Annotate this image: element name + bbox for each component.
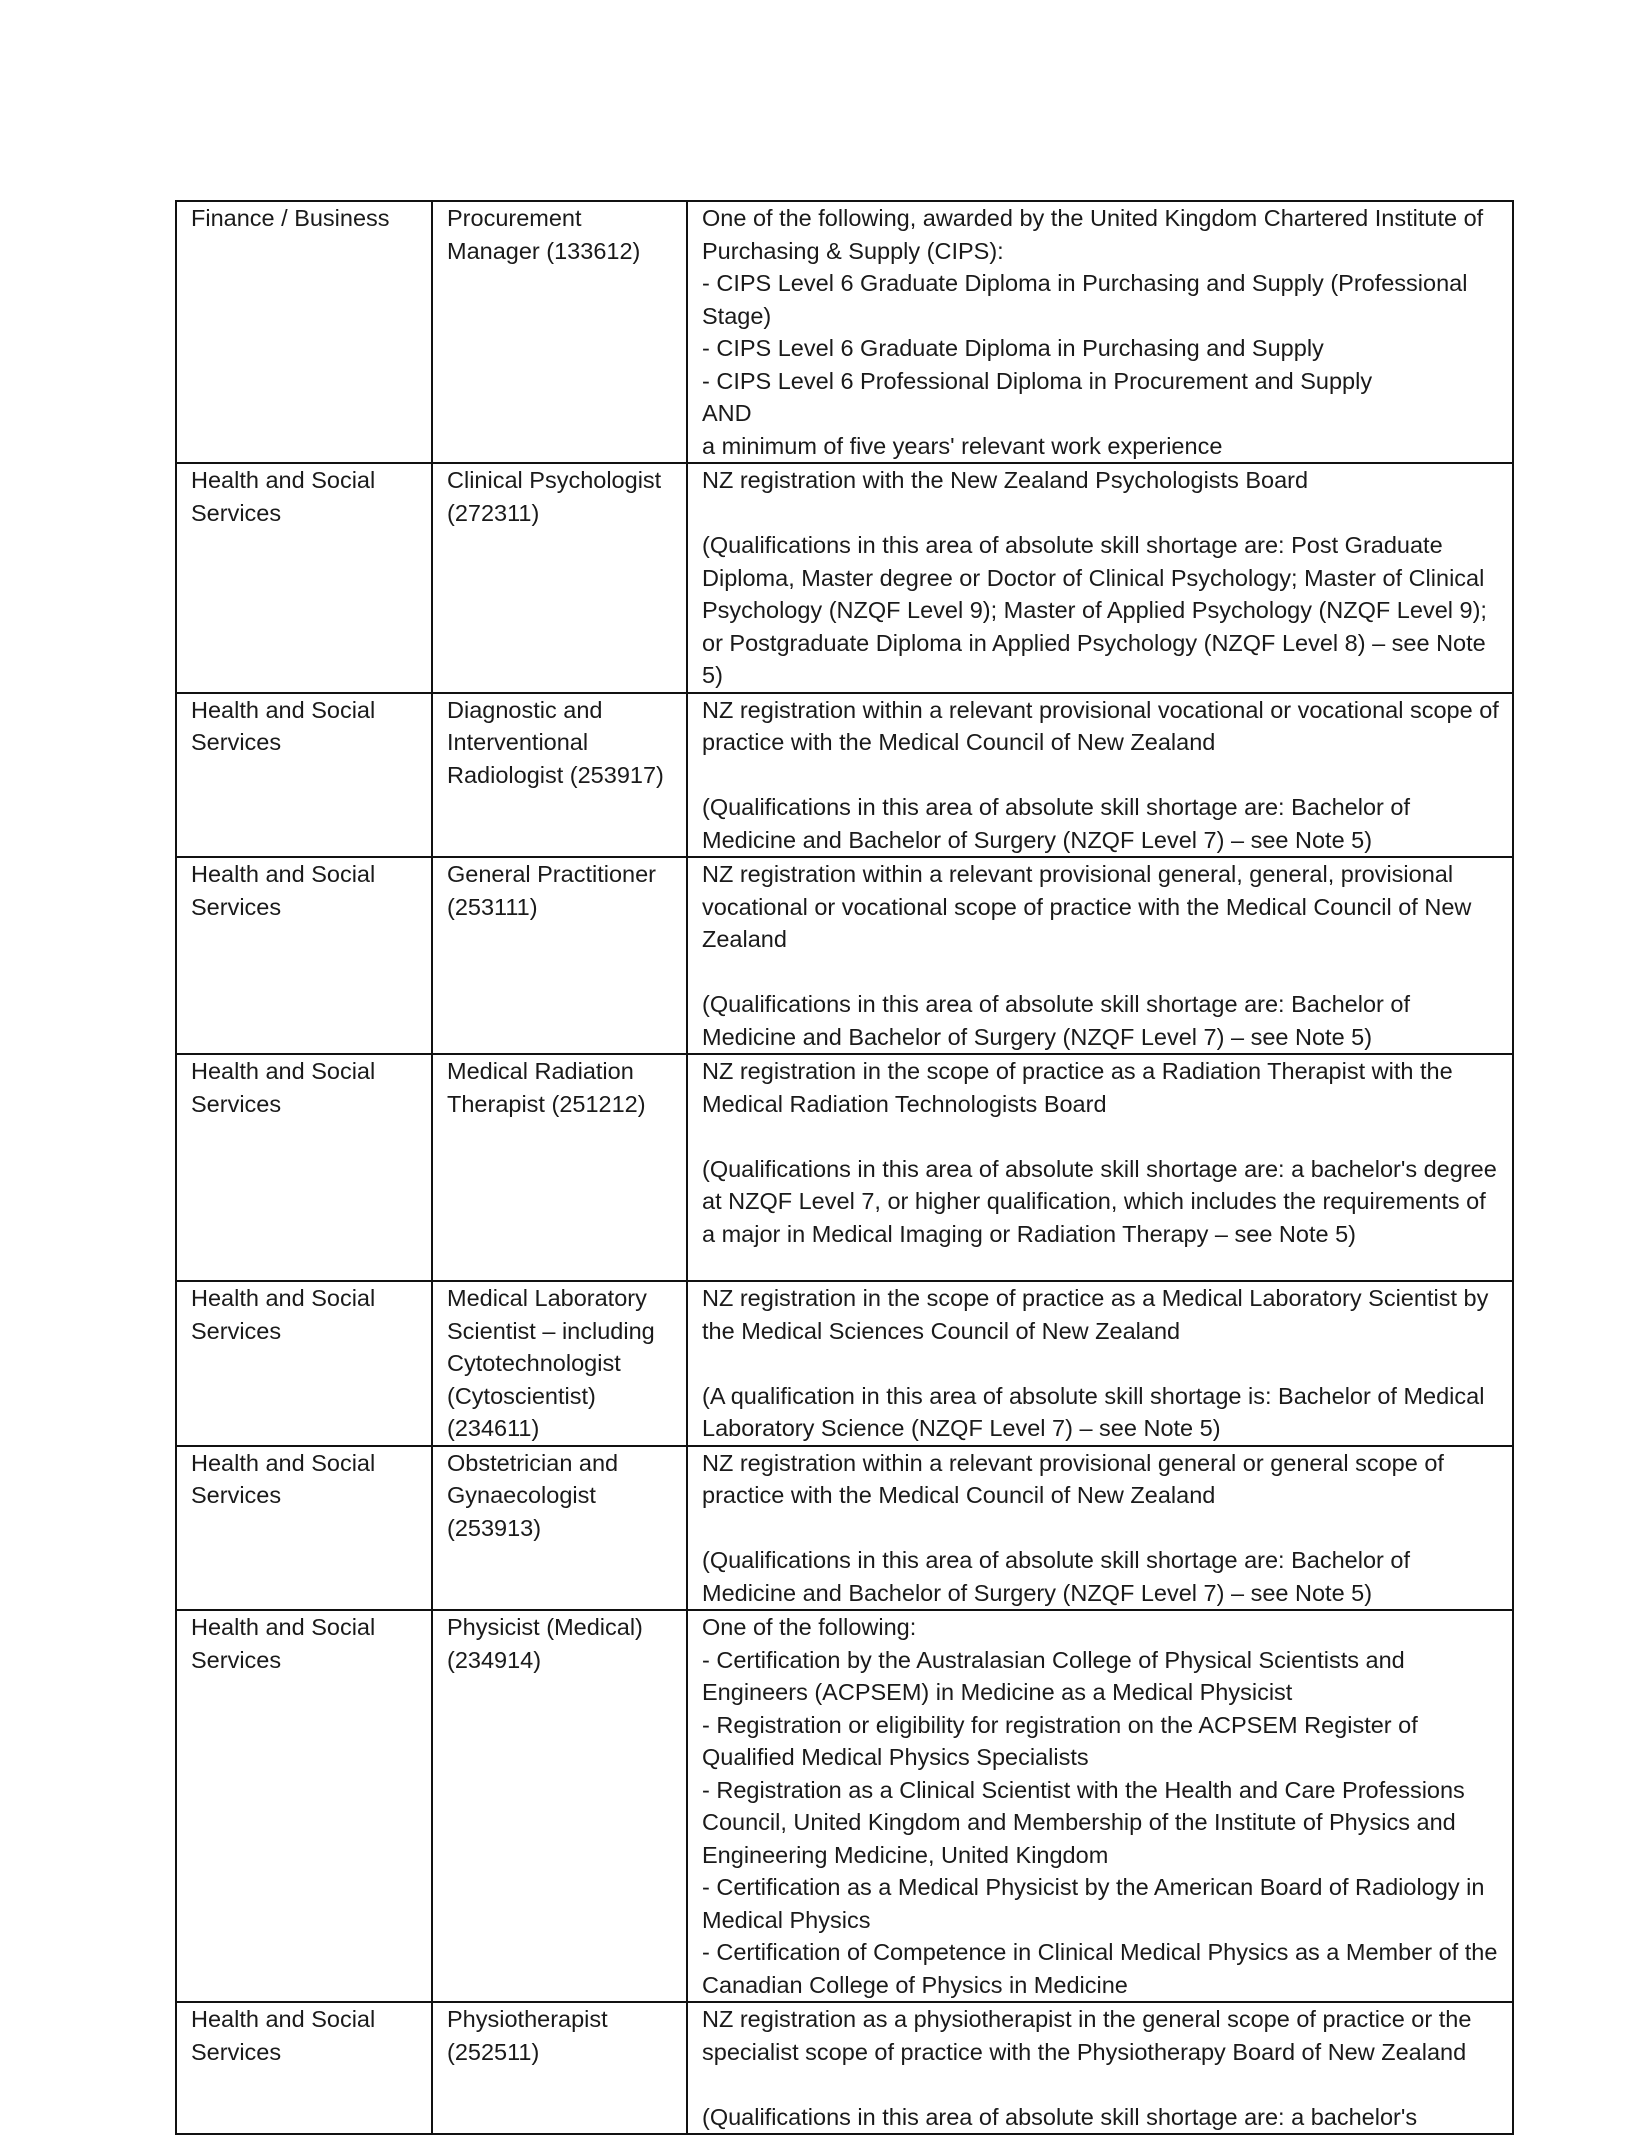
requirement-line: AND [702,400,752,426]
table-row [176,857,1513,1054]
occupation-cell: Diagnostic and Interventional Radiologist (253917) [432,693,687,858]
occupation-cell: Clinical Psychologist (272311) [432,463,687,693]
blank-line [702,1512,1502,1545]
area-cell: Health and Social Services [176,2002,432,2134]
requirement-line: (Qualifications in this area of absolute skill shortage are: a bachelor's degree at NZQF Level 7, or higher qualification, which includes the requirements of a major in Medical Imaging or Radiation Therapy – see Note 5) [702,1155,1497,1247]
requirement-line: (Qualifications in this area of absolute skill shortage are: Post Graduate Diploma, Master degree or Doctor of Clinical Psychology; Master of Clinical Psychology (NZQF Level 9); Master of Applied Psychology (NZQF Level 9); or Postgraduate Diploma in Applied Psychology (NZQF Level 8) – see Note 5) [702,532,1487,688]
table-row [176,2002,1513,2134]
blank-line [702,956,1502,989]
requirement-line: NZ registration within a relevant provisional general or general scope of practice with the Medical Council of New Zealand [702,1449,1444,1508]
area-cell: Health and Social Services [176,857,432,1054]
requirement-line: - Registration as a Clinical Scientist with the Health and Care Professions Council, United Kingdom and Membership of the Institute of Physics and Engineering Medicine, United Kingdom [702,1776,1465,1868]
requirements-cell [687,1610,1513,2002]
area-cell: Health and Social Services [176,1446,432,1611]
table-row [176,1281,1513,1446]
occupation-cell: Medical Radiation Therapist (251212) [432,1054,687,1281]
requirement-line: (Qualifications in this area of absolute skill shortage are: Bachelor of Medicine and Bachelor of Surgery (NZQF Level 7) – see Note 5) [702,991,1410,1050]
blank-line [702,1347,1502,1380]
blank-line [702,497,1502,530]
requirement-line: (Qualifications in this area of absolute skill shortage are: Bachelor of Medicine and Bachelor of Surgery (NZQF Level 7) – see Note 5) [702,794,1410,853]
area-cell: Health and Social Services [176,1610,432,2002]
requirement-line: NZ registration in the scope of practice as a Radiation Therapist with the Medical Radiation Technologists Board [702,1058,1453,1117]
requirements-cell [687,1281,1513,1446]
occupation-cell: Procurement Manager (133612) [432,201,687,463]
requirements-cell [687,1054,1513,1281]
requirement-line: NZ registration with the New Zealand Psychologists Board [702,467,1309,493]
area-cell: Health and Social Services [176,693,432,858]
requirement-line: NZ registration within a relevant provisional vocational or vocational scope of practice with the Medical Council of New Zealand [702,696,1499,755]
requirement-line: - CIPS Level 6 Graduate Diploma in Purchasing and Supply [702,335,1324,361]
blank-line [702,759,1502,792]
requirements-cell [687,201,1513,463]
requirement-line: NZ registration in the scope of practice as a Medical Laboratory Scientist by the Medical Sciences Council of New Zealand [702,1285,1489,1344]
requirement-line: - Registration or eligibility for registration on the ACPSEM Register of Qualified Medical Physics Specialists [702,1711,1418,1770]
requirements-cell [687,693,1513,858]
requirements-cell [687,1446,1513,1611]
blank-line [702,2068,1502,2101]
table-body [176,201,1513,2134]
requirement-line: One of the following: [702,1614,917,1640]
requirement-line: One of the following, awarded by the United Kingdom Chartered Institute of Purchasing & Supply (CIPS): [702,205,1484,264]
requirements-cell [687,463,1513,693]
requirement-line: (Qualifications in this area of absolute skill shortage are: Bachelor of Medicine and Bachelor of Surgery (NZQF Level 7) – see Note 5) [702,1547,1410,1606]
requirement-line: - Certification by the Australasian College of Physical Scientists and Engineers (ACPSEM) in Medicine as a Medical Physicist [702,1646,1405,1705]
occupation-cell: Physiotherapist (252511) [432,2002,687,2134]
table-row [176,1446,1513,1611]
requirements-cell [687,2002,1513,2134]
requirement-line: - CIPS Level 6 Professional Diploma in Procurement and Supply [702,367,1373,394]
area-cell: Health and Social Services [176,463,432,693]
occupation-cell: Medical Laboratory Scientist – including Cytotechnologist (Cytoscientist) (234611) [432,1281,687,1446]
area-cell: Finance / Business [176,201,432,463]
skill-shortage-table [175,200,1514,2135]
occupation-cell: Obstetrician and Gynaecologist (253913) [432,1446,687,1611]
area-cell: Health and Social Services [176,1281,432,1446]
table-row [176,463,1513,693]
requirement-line: (Qualifications in this area of absolute skill shortage are: a bachelor's [702,2103,1418,2130]
requirements-cell [687,857,1513,1054]
requirement-line: NZ registration within a relevant provisional general, general, provisional vocational or vocational scope of practice with the Medical Council of New Zealand [702,861,1472,952]
requirement-line: NZ registration as a physiotherapist in the general scope of practice or the specialist scope of practice with the Physiotherapy Board of New Zealand [702,2006,1472,2065]
requirement-line: a minimum of five years' relevant work experience [702,432,1223,459]
requirement-line: - CIPS Level 6 Graduate Diploma in Purchasing and Supply (Professional Stage) [702,270,1468,329]
area-cell: Health and Social Services [176,1054,432,1281]
requirement-line: - Certification as a Medical Physicist by the American Board of Radiology in Medical Physics [702,1874,1485,1933]
requirement-line: (A qualification in this area of absolute skill shortage is: Bachelor of Medical Laboratory Science (NZQF Level 7) – see Note 5) [702,1382,1485,1441]
blank-line [702,1120,1502,1153]
occupation-cell: Physicist (Medical) (234914) [432,1610,687,2002]
table-row [176,201,1513,463]
table-row [176,1610,1513,2002]
requirement-line: - Certification of Competence in Clinical Medical Physics as a Member of the Canadian College of Physics in Medicine [702,1939,1498,1998]
occupation-cell: General Practitioner (253111) [432,857,687,1054]
table-row [176,1054,1513,1281]
table-row [176,693,1513,858]
